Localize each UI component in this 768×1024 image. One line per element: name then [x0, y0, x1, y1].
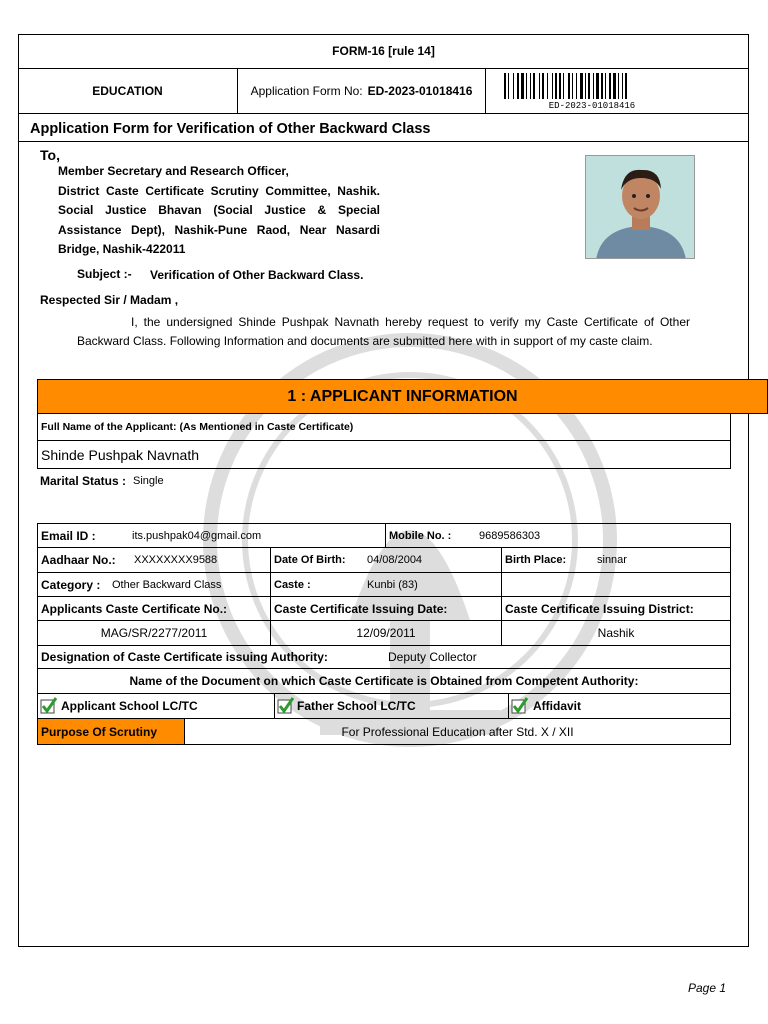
dob-value: 04/08/2004 — [367, 554, 423, 566]
cert-no-label: Applicants Caste Certificate No.: — [41, 601, 228, 616]
full-name-label: Full Name of the Applicant: (As Mentioned in Caste Certificate) — [41, 420, 354, 433]
app-no-value: ED-2023-01018416 — [367, 84, 473, 98]
form-title: Application Form for Verification of Other Backward Class — [18, 114, 749, 142]
subject-value: Verification of Other Backward Class. — [150, 268, 364, 282]
mobile-label: Mobile No. : — [389, 529, 452, 542]
designation-value: Deputy Collector — [388, 650, 477, 664]
aadhaar-value: XXXXXXXX9588 — [134, 554, 218, 566]
section-applicant-information: 1 : APPLICANT INFORMATION — [37, 379, 768, 414]
cert-date-value: 12/09/2011 — [356, 626, 416, 640]
to-label: To, — [40, 147, 60, 163]
full-name-box — [37, 414, 731, 469]
page-number: Page 1 — [688, 981, 727, 995]
birthplace-label: Birth Place: — [505, 554, 567, 566]
recipient-address: District Caste Certificate Scrutiny Committee, Nashik. Social Justice Bhavan (Social Justice & Special Assistance Dept), Nashik-Pune Raod, Near Nasardi Bridge, Nashik-422011 — [58, 184, 380, 256]
department-label: EDUCATION — [18, 69, 238, 113]
doc-label: Applicant School LC/TC — [61, 699, 198, 713]
applicant-photo — [585, 155, 695, 259]
marital-label: Marital Status : — [40, 474, 127, 488]
mobile-value: 9689586303 — [479, 529, 541, 542]
doc-item-applicant-lc[interactable] — [38, 694, 274, 718]
subject-label: Subject :- — [77, 267, 132, 281]
cert-date-label: Caste Certificate Issuing Date: — [274, 601, 448, 616]
check-icon — [511, 697, 529, 715]
birthplace-value: sinnar — [597, 554, 627, 566]
purpose-value: For Professional Education after Std. X / XII — [341, 724, 574, 739]
email-value: its.pushpak04@gmail.com — [132, 529, 262, 542]
recipient: Member Secretary and Research Officer, — [58, 164, 289, 178]
form-meta-row — [18, 69, 749, 114]
caste-value: Kunbi (83) — [367, 578, 418, 591]
doc-label: Affidavit — [533, 699, 581, 713]
marital-value: Single — [133, 475, 164, 487]
app-no-label: Application Form No: — [250, 84, 363, 98]
details-table — [37, 523, 731, 669]
doc-label: Father School LC/TC — [297, 699, 416, 713]
request-paragraph: I, the undersigned Shinde Pushpak Navnath hereby request to verify my Caste Certificate of Other Backward Class. Following Information and documents are submitted here with in support of my caste claim. — [77, 315, 690, 349]
application-number — [238, 69, 486, 113]
barcode-text: ED-2023-01018416 — [548, 101, 636, 109]
email-label: Email ID : — [41, 528, 96, 543]
aadhaar-label: Aadhaar No.: — [41, 553, 116, 567]
designation-label: Designation of Caste Certificate issuing Authority: — [41, 650, 328, 664]
doc-item-affidavit[interactable] — [509, 694, 729, 718]
cert-district-label: Caste Certificate Issuing District: — [505, 601, 694, 616]
documents-table — [37, 668, 731, 745]
doc-item-father-lc[interactable] — [275, 694, 507, 718]
purpose-label: Purpose Of Scrutiny — [38, 719, 184, 744]
barcode-icon — [502, 73, 682, 109]
check-icon — [277, 697, 295, 715]
cert-no-value: MAG/SR/2277/2011 — [100, 626, 208, 640]
salutation: Respected Sir / Madam , — [40, 293, 179, 307]
form-header: FORM-16 [rule 14] — [18, 34, 749, 69]
full-name-value: Shinde Pushpak Navnath — [41, 446, 199, 463]
category-value: Other Backward Class — [112, 578, 222, 591]
category-label: Category : — [41, 577, 101, 592]
dob-label: Date Of Birth: — [274, 554, 346, 566]
doc-heading: Name of the Document on which Caste Certificate is Obtained from Competent Authority: — [129, 674, 639, 688]
caste-label: Caste : — [274, 578, 311, 591]
check-icon — [40, 697, 58, 715]
cert-district-value: Nashik — [597, 626, 635, 640]
